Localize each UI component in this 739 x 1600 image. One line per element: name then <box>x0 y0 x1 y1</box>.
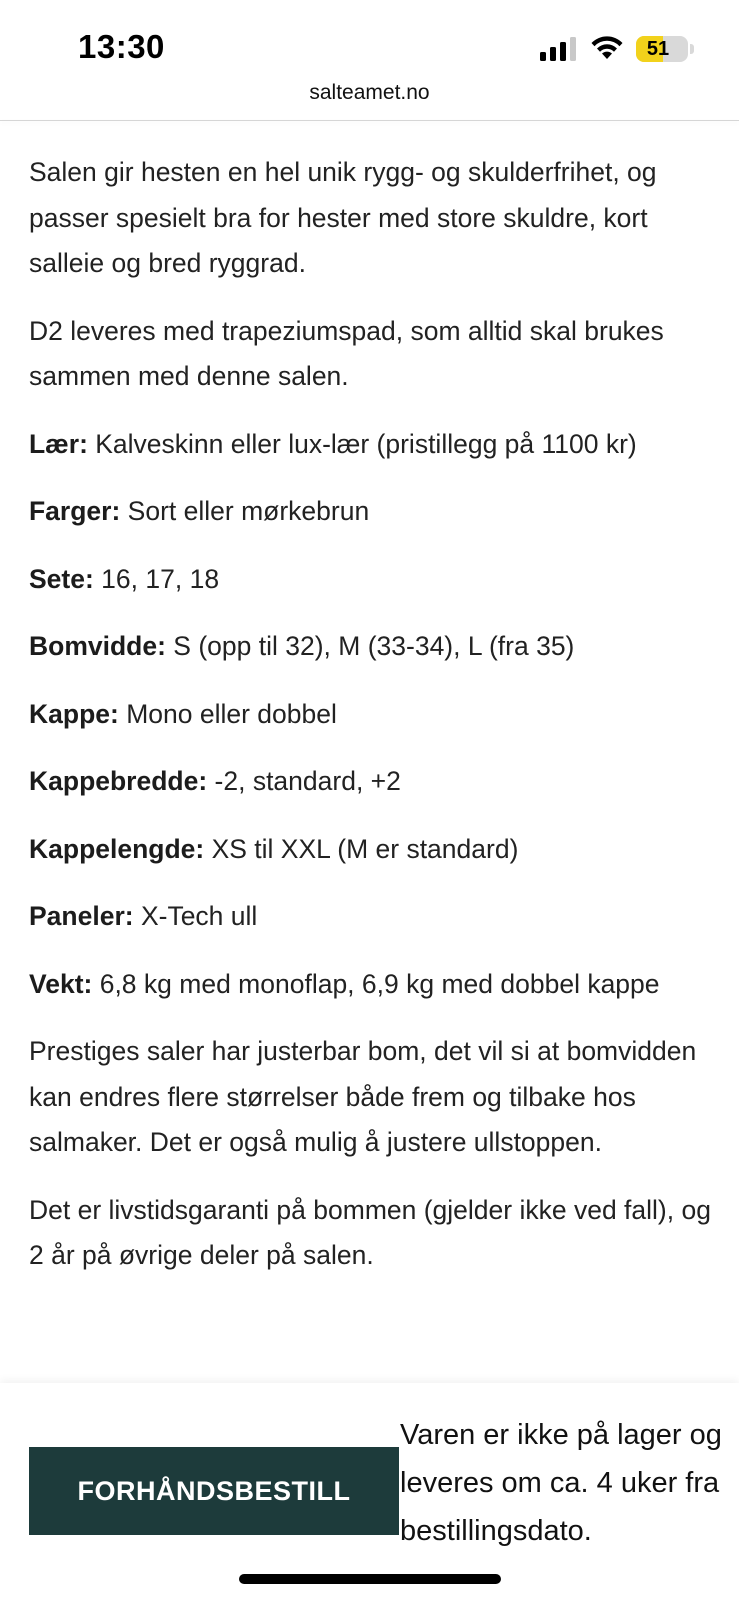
spec-label: Kappe: <box>29 698 119 729</box>
battery-icon <box>636 36 688 62</box>
purchase-bar <box>0 1383 739 1600</box>
spec-weight <box>29 962 719 1008</box>
spec-value: Sort eller mørkebrun <box>120 496 370 526</box>
spec-label: Vekt: <box>29 968 93 999</box>
warranty-paragraph: Det er livstidsgaranti på bommen (gjelder ikke ved fall), og 2 år på øvrige deler på salen. <box>29 1194 711 1270</box>
spec-seat <box>29 557 719 603</box>
spec-panels <box>29 894 719 940</box>
spec-value: X-Tech ull <box>133 901 258 931</box>
header-divider <box>0 120 739 121</box>
spec-flap-width <box>29 759 719 805</box>
status-bar <box>0 0 739 80</box>
spec-value: -2, standard, +2 <box>207 766 401 796</box>
spec-label: Paneler: <box>29 901 134 931</box>
spec-value: XS til XXL (M er standard) <box>204 833 519 864</box>
spec-value: 6,8 kg med monoflap, 6,9 kg med dobbel kappe <box>92 968 660 999</box>
address-bar[interactable]: salteamet.no <box>309 81 430 104</box>
spec-tree-width <box>29 624 719 670</box>
description-paragraph: D2 leveres med trapeziumspad, som alltid skal brukes sammen med denne salen. <box>29 315 664 391</box>
spec-label: Farger: <box>29 496 121 526</box>
spec-label: Lær: <box>29 428 88 459</box>
spec-label: Bomvidde: <box>29 631 166 661</box>
spec-value: Kalveskinn eller lux-lær (pristillegg på 1100 kr) <box>87 428 637 459</box>
description-paragraph: Salen gir hesten en hel unik rygg- og skulderfrihet, og passer spesielt bra for hester med store skuldre, kort salleie og bred ryggrad. <box>29 157 657 278</box>
stock-status-note: Varen er ikke på lager og leveres om ca. 4 uker fra bestillingsdato. <box>400 1419 722 1547</box>
spec-label: Sete: <box>29 563 94 594</box>
spec-label: Kappelengde: <box>29 833 205 864</box>
product-description <box>29 150 719 1301</box>
adjustable-tree-paragraph: Prestiges saler har justerbar bom, det vil si at bomvidden kan endres flere størrelser både frem og tilbake hos salmaker. Det er også mulig å justere ullstoppen. <box>29 1036 697 1157</box>
status-time: 13:30 <box>78 28 165 65</box>
spec-label: Kappebredde: <box>29 766 208 796</box>
cellular-signal-icon <box>540 37 578 61</box>
spec-leather <box>29 422 719 468</box>
spec-colors <box>29 489 719 535</box>
spec-value: S (opp til 32), M (33-34), L (fra 35) <box>165 631 575 661</box>
battery-percentage: 51 <box>646 38 670 60</box>
wifi-icon <box>590 35 624 61</box>
battery-nub <box>690 44 694 54</box>
spec-flap-length <box>29 827 719 873</box>
spec-flap <box>29 692 719 738</box>
home-indicator[interactable] <box>239 1574 501 1584</box>
spec-value: Mono eller dobbel <box>118 698 337 729</box>
spec-value: 16, 17, 18 <box>93 563 220 594</box>
preorder-button[interactable]: FORHÅNDSBESTILL <box>29 1447 399 1535</box>
